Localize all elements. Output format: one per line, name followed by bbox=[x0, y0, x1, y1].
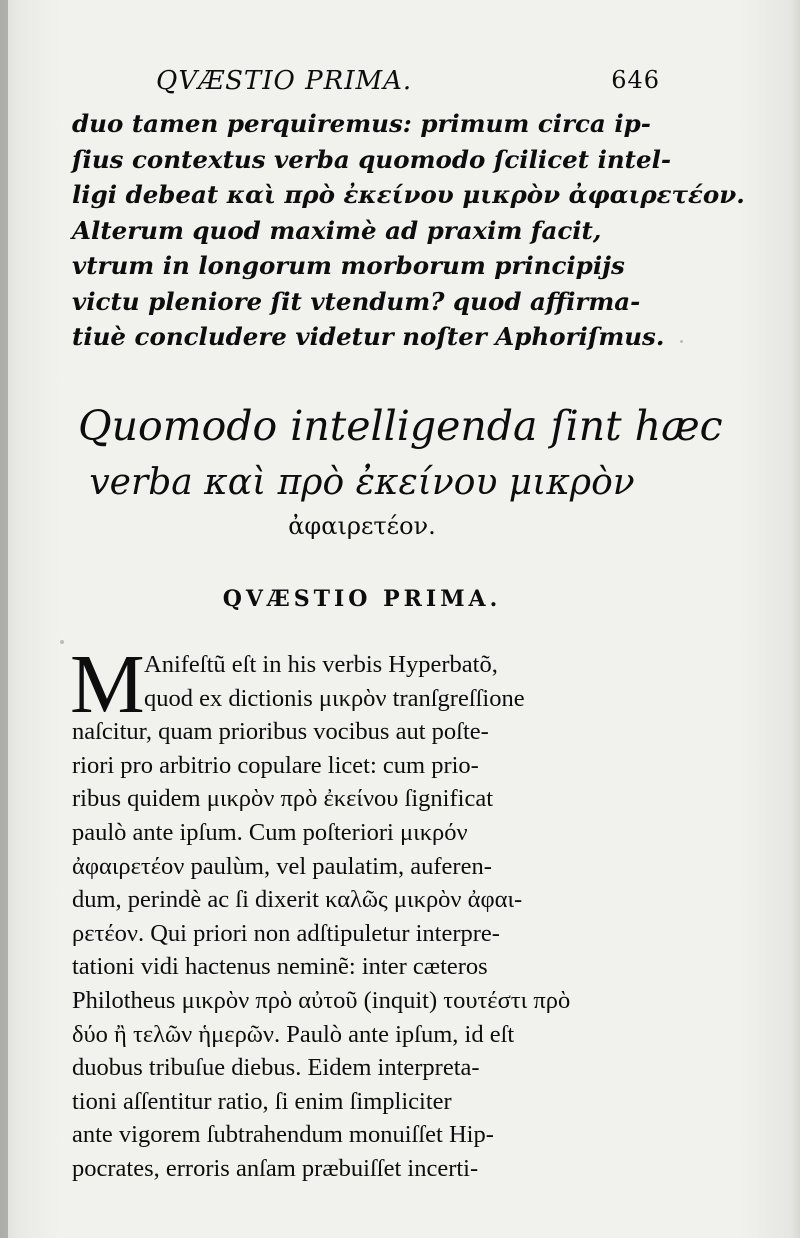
body-line: ἀφαιρετέον paulùm, vel paulatim, auferen- bbox=[72, 852, 492, 880]
body-line: pocrates, erroris anſam præbuiſſet incerti- bbox=[72, 1154, 479, 1182]
body-line: duobus tribuſue diebus. Eidem interpreta- bbox=[72, 1054, 480, 1082]
intro-line: victu pleniore ſit vtendum? quod affirma- bbox=[72, 286, 641, 316]
body-line: quod ex dictionis μικρὸν tranſgreſſione bbox=[144, 684, 525, 712]
intro-paragraph bbox=[72, 106, 745, 355]
body-line: δύο ἢ τελῶν ἡμερῶν. Paulò ante ipſum, id eſt bbox=[72, 1020, 515, 1048]
body-line: naſcitur, quam prioribus vocibus aut poſte- bbox=[72, 718, 489, 746]
intro-line: ligi debeat καὶ πρὸ ἐκείνου μικρὸν ἀφαιρετέον. bbox=[72, 180, 745, 209]
intro-line: tiuè concludere videtur noſter Aphoriſmus. bbox=[72, 322, 665, 351]
intro-line: duo tamen perquiremus: primum circa ip- bbox=[72, 109, 651, 138]
section-heading-line-3: ἀφαιρετέον. bbox=[288, 512, 436, 540]
page-number: 646 bbox=[611, 66, 660, 94]
body-line: dum, perindè ac ſi dixerit καλῶς μικρὸν ἀφαι- bbox=[72, 886, 523, 914]
body-paragraph bbox=[72, 648, 650, 1186]
body-line: paulò ante ipſum. Cum poſteriori μικρόν bbox=[72, 818, 468, 846]
intro-line: Alterum quod maximè ad praxim facit, bbox=[72, 215, 602, 245]
section-heading-line-1: Quomodo intelligenda ſint hæc bbox=[78, 402, 723, 450]
body-line: tioni aſſentitur ratio, ſi enim ſimpliciter bbox=[72, 1087, 452, 1115]
body-line: Philotheus μικρὸν πρὸ αὐτοῦ (inquit) τουτέστι πρὸ bbox=[72, 986, 571, 1014]
body-line: riori pro arbitrio copulare licet: cum prio- bbox=[72, 751, 479, 779]
section-heading-line-2: verba καὶ πρὸ ἐκείνου μικρὸν bbox=[89, 462, 635, 503]
intro-line: vtrum in longorum morborum principiјs bbox=[72, 251, 625, 280]
running-header bbox=[150, 66, 660, 106]
body-line: Anifeſtũ eſt in his verbis Hyperbatõ, bbox=[144, 651, 498, 678]
body-line: tationi vidi hactenus neminẽ: inter cæteros bbox=[72, 953, 488, 981]
page-edge-shadow bbox=[0, 0, 8, 1238]
question-subheading: QVÆSTIO PRIMA. bbox=[222, 586, 502, 612]
header-title: QVÆSTIO PRIMA. bbox=[156, 66, 413, 96]
intro-line: ſius contextus verba quomodo ſcilicet intel- bbox=[72, 144, 672, 174]
paper-speck bbox=[60, 640, 64, 644]
body-line: ante vigorem ſubtrahendum monuiſſet Hip- bbox=[72, 1121, 494, 1149]
body-line: ribus quidem μικρὸν πρὸ ἐκείνου ſignificat bbox=[72, 785, 493, 813]
drop-capital: M bbox=[70, 638, 145, 731]
paper-speck bbox=[680, 340, 683, 343]
body-line: ρετέον. Qui priori non adſtipuletur interpre- bbox=[72, 919, 500, 947]
